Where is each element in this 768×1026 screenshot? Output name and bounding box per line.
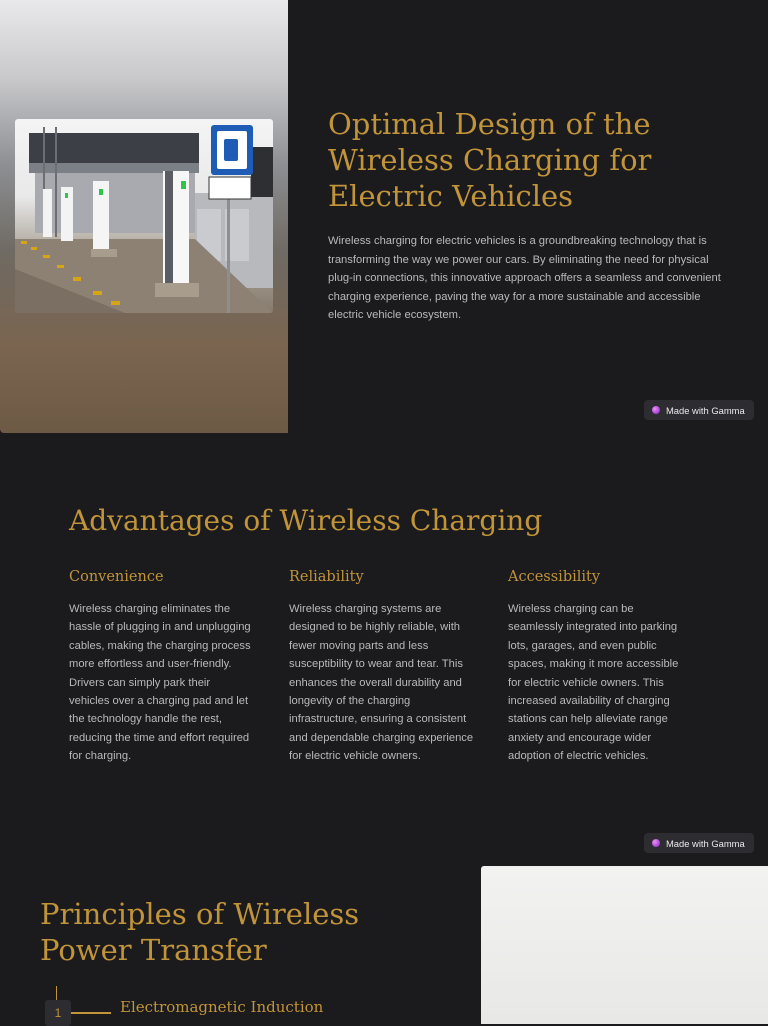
- hero-image-panel: [0, 0, 288, 433]
- badge-label: Made with Gamma: [666, 404, 745, 416]
- made-with-gamma-badge[interactable]: [644, 400, 754, 420]
- advantage-text: Wireless charging systems are designed to be highly reliable, with fewer moving parts and less susceptibility to wear and tear. This enhances the overall durability and longevity of the charging infrastructure, ensuring a consistent and dependable charging experience for electric vehicle owners.: [289, 603, 474, 763]
- ev-charging-station-photo: [15, 119, 273, 313]
- charging-station-illustration: [15, 119, 273, 313]
- advantage-heading: Reliability: [289, 569, 364, 585]
- intro-description: Wireless charging for electric vehicles is a groundbreaking technology that is transforming the way we power our cars. By eliminating the need for physical plug-in connections, this innovative approach offers a seamless and convenient charging experience, paving the way for a more sustainable and accessible electric vehicle ecosystem.: [328, 235, 721, 322]
- intro-title: Optimal Design of the Wireless Charging for Electric Vehicles: [328, 107, 652, 213]
- advantage-text: Wireless charging can be seamlessly integrated into parking lots, garages, and even public spaces, making it more accessible for electric vehicle owners. This increased availability of charging stations can help alleviate range anxiety and encourage wider adoption of electric vehicles.: [508, 603, 679, 763]
- timeline-step-number: 1: [45, 1000, 71, 1026]
- advantage-heading: Accessibility: [508, 569, 601, 585]
- timeline-connector: [71, 1012, 111, 1014]
- advantage-reliability: [289, 566, 481, 766]
- gamma-logo-icon: [652, 839, 660, 847]
- principles-title: Principles of Wireless Power Transfer: [40, 897, 360, 967]
- advantage-text: Wireless charging eliminates the hassle of plugging in and unplugging cables, making the charging process more effortless and user-friendly. Drivers can simply park their vehicles over a charging pad and let the technology handle the rest, reducing the time and effort required for charging.: [69, 603, 251, 763]
- slide-intro: [0, 0, 768, 433]
- advantages-title: Advantages of Wireless Charging: [69, 504, 543, 537]
- timeline-step-label: Electromagnetic Induction: [120, 998, 324, 1016]
- badge-label: Made with Gamma: [666, 837, 745, 849]
- gamma-logo-icon: [652, 406, 660, 414]
- made-with-gamma-badge[interactable]: [644, 833, 754, 853]
- advantage-accessibility: [508, 566, 690, 766]
- advantage-heading: Convenience: [69, 569, 164, 585]
- advantage-convenience: [69, 566, 251, 766]
- principles-image-panel: [481, 866, 768, 1024]
